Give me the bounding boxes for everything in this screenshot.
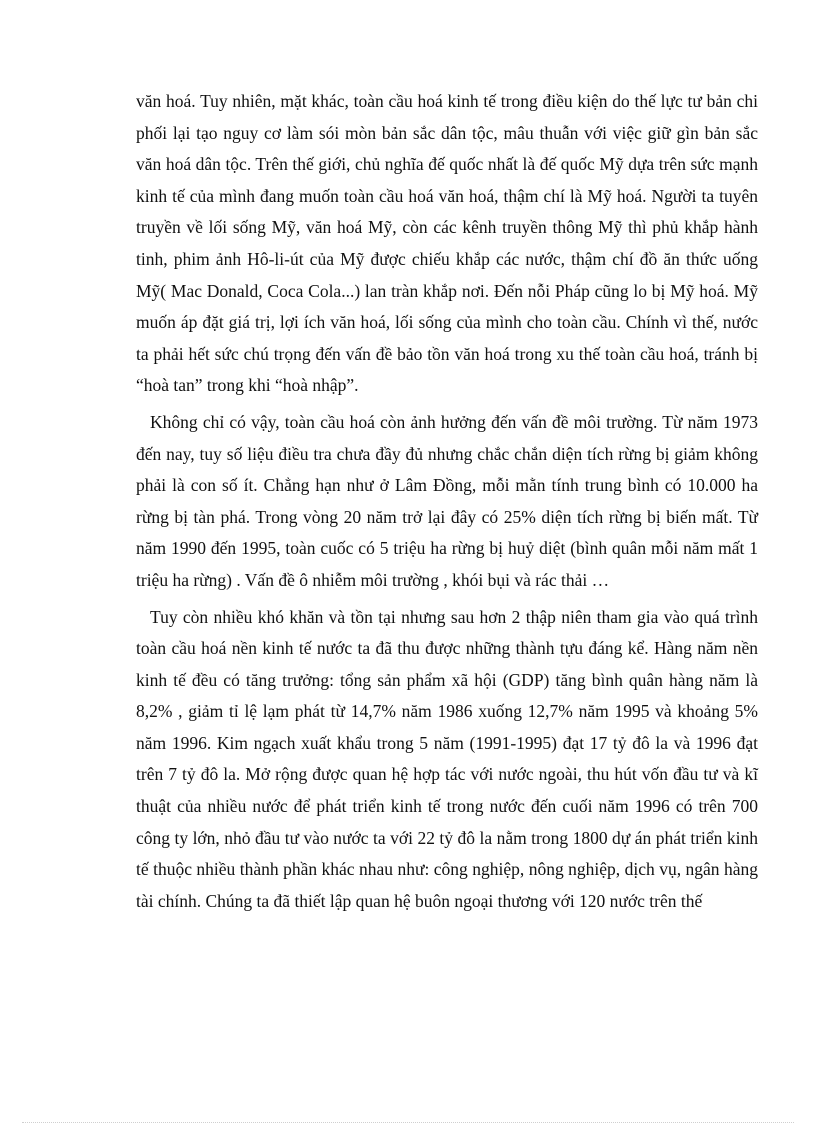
body-text [136,86,758,917]
paragraph-achievements: Tuy còn nhiều khó khăn và tồn tại nhưng sau hơn 2 thập niên tham gia vào quá trình toàn cầu hoá nền kinh tế nước ta đã thu được những thành tựu đáng kể. Hàng năm nền kinh tế đều có tăng trưởng: tổng sản phẩm xã hội (GDP) tăng bình quân hàng năm là 8,2% , giảm tỉ lệ lạm phát từ 14,7% năm 1986 xuống 12,7% năm 1995 và khoảng 5% năm 1996. Kim ngạch xuất khẩu trong 5 năm (1991-1995) đạt 17 tỷ đô la và 1996 đạt trên 7 tỷ đô la. Mở rộng được quan hệ hợp tác với nước ngoài, thu hút vốn đầu tư và kĩ thuật của nhiều nước để phát triển kinh tế trong nước đến cuối năm 1996 có trên 700 công ty lớn, nhỏ đầu tư vào nước ta với 22 tỷ đô la nằm trong 1800 dự án phát triển kinh tế thuộc nhiều thành phần khác nhau như: công nghiệp, nông nghiệp, dịch vụ, ngân hàng tài chính. Chúng ta đã thiết lập quan hệ buôn ngoại thương với 120 nước trên thế [136,606,758,911]
paragraph-environment: Không chỉ có vậy, toàn cầu hoá còn ảnh hưởng đến vấn đề môi trường. Từ năm 1973 đến nay, tuy số liệu điều tra chưa đầy đủ nhưng chắc chắn diện tích rừng bị giảm không phải là con số ít. Chẳng hạn như ở Lâm Đồng, mỗi mằn tính trung bình có 10.000 ha rừng bị tàn phá. Trong vòng 20 năm trở lại đây có 25% diện tích rừng bị biến mất. Từ năm 1990 đến 1995, toàn cuốc có 5 triệu ha rừng bị huỷ diệt (bình quân mỗi năm mất 1 triệu ha rừng) . Vấn đề ô nhiễm môi trường , khói bụi và rác thải … [136,411,758,590]
paragraph-culture: văn hoá. Tuy nhiên, mặt khác, toàn cầu hoá kinh tế trong điều kiện do thế lực tư bản chi phối lại tạo nguy cơ làm sói mòn bản sắc dân tộc, mâu thuẫn với việc giữ gìn bản sắc văn hoá dân tộc. Trên thế giới, chủ nghĩa đế quốc nhất là đế quốc Mỹ dựa trên sức mạnh kinh tế của mình đang muốn toàn cầu hoá văn hoá, thậm chí là Mỹ hoá. Người ta tuyên truyền về lối sống Mỹ, văn hoá Mỹ, còn các kênh truyền thông Mỹ thì phủ khắp hành tinh, phim ảnh Hô-li-út của Mỹ được chiếu khắp các nước, thậm chí đồ ăn thức uống Mỹ( Mac Donald, Coca Cola...) lan tràn khắp nơi. Đến nỗi Pháp cũng lo bị Mỹ hoá. Mỹ muốn áp đặt giá trị, lợi ích văn hoá, lối sống của mình cho toàn cầu. Chính vì thế, nước ta phải hết sức chú trọng đến vấn đề bảo tồn văn hoá trong xu thế toàn cầu hoá, tránh bị “hoà tan” trong khi “hoà nhập”. [136,91,758,396]
